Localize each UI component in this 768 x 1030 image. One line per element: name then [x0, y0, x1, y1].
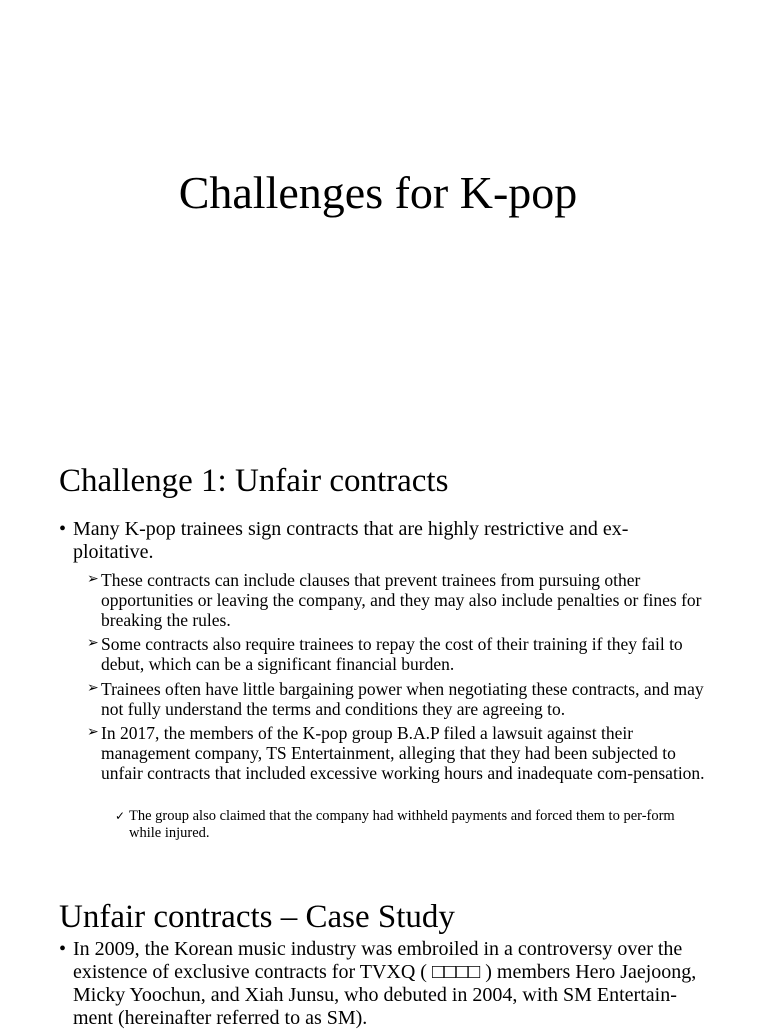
sub-sub-list-item: [115, 808, 699, 842]
checkmark-icon: ✓: [115, 809, 126, 823]
sub-list-item-text: These contracts can include clauses that prevent trainees from pursuing other opportunities or leaving the company, and they may also include penalties or fines for breaking the rules.: [101, 570, 702, 630]
bullet-dot-icon: •: [59, 518, 67, 540]
list-item-text: Many K-pop trainees sign contracts that are highly restrictive and ex-ploitative.: [73, 518, 629, 563]
arrow-bullet-icon: ➢: [87, 636, 99, 651]
sub-sub-list-item-text: The group also claimed that the company had withheld payments and forced them to per-form while injured.: [129, 808, 675, 841]
list-item: [59, 518, 699, 564]
section-heading-case-study: Unfair contracts – Case Study: [59, 899, 455, 935]
sub-list-item-text: In 2017, the members of the K-pop group B.A.P filed a lawsuit against their management company, TS Entertainment, alleging that they had been subjected to unfair contracts that included excessive working hours and inadequate com-pensation.: [101, 723, 705, 783]
arrow-bullet-icon: ➢: [87, 572, 99, 587]
sub-list-item: [87, 634, 715, 674]
sub-list-item-text: Trainees often have little bargaining power when negotiating these contracts, and may not fully understand the terms and conditions they are agreeing to.: [101, 679, 704, 719]
sub-list-item: [87, 570, 715, 630]
arrow-bullet-icon: ➢: [87, 681, 99, 696]
bullet-dot-icon: •: [59, 938, 67, 960]
section-heading-challenge-1: Challenge 1: Unfair contracts: [59, 463, 449, 499]
sub-list-item: [87, 679, 715, 719]
arrow-bullet-icon: ➢: [87, 725, 99, 740]
slide-title: Challenges for K-pop: [178, 167, 578, 218]
list-item-text: In 2009, the Korean music industry was embroiled in a controversy over the existence of exclusive contracts for TVXQ ( □□□□ ) members Hero Jaejoong, Micky Yoochun, and Xiah Junsu, who debuted in 2004, with SM Entertain-ment (hereinafter referred to as SM).: [73, 938, 697, 1029]
sub-list-item: [87, 723, 715, 783]
list-item: [59, 938, 699, 1030]
sub-list-item-text: Some contracts also require trainees to repay the cost of their training if they fail to debut, which can be a significant financial burden.: [101, 634, 683, 674]
